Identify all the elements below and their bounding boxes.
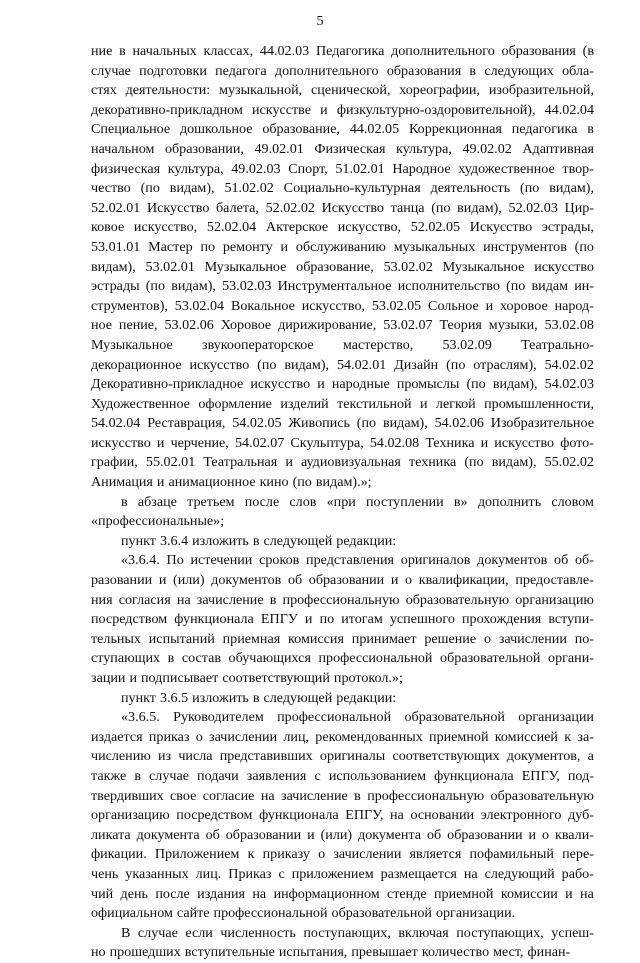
text-line: официальном сайте профессиональной образовательной организации. — [91, 905, 516, 922]
text-line: зации и подписывает соответствующий протокол.»; — [91, 670, 403, 686]
text-line: Анимация и анимационное кино (по видам).»; — [91, 474, 372, 491]
text-line: Музыкальное звукооператорское мастерство, 53.02.09 Театрально- — [91, 336, 594, 353]
text-line: но прошедших вступительные испытания, превышает количество мест, финан- — [91, 944, 571, 961]
text-line: видам), 53.02.01 Музыкальное образование, 53.02.02 Музыкальное искусство — [91, 258, 594, 275]
paragraph-punkt-365-text — [91, 708, 594, 924]
text-line: графии, 55.02.01 Театральная и аудиовизуальная техника (по видам), 55.02.02 — [91, 454, 594, 471]
text-line: пункт 3.6.4 изложить в следующей редакции: — [121, 532, 397, 549]
page-number: 5 — [316, 14, 324, 29]
text-line: Декоративно-прикладное искусство и народные промыслы (по видам), 54.02.03 — [91, 376, 594, 393]
text-line: ступающих в состав обучающихся профессиональной образовательной органи- — [91, 650, 594, 667]
text-line: искусство и черчение, 54.02.07 Скульптура, 54.02.08 Техника и искусство фото- — [91, 434, 594, 451]
paragraph-punkt-365-intro — [91, 689, 594, 709]
text-line: «профессиональные»; — [91, 513, 225, 530]
text-line: издается приказ о зачислении лиц, рекомендованных приемной комиссией к за- — [91, 728, 594, 745]
text-line: пункт 3.6.5 изложить в следующей редакции: — [121, 689, 397, 706]
text-line: фикации. Приложением к приказу о зачислении является пофамильный пере- — [91, 846, 594, 863]
text-line: «3.6.5. Руководителем профессиональной образовательной организации — [121, 709, 594, 726]
text-line: тельных испытаний приемная комиссия принимает решение о зачислении по- — [91, 630, 594, 647]
text-line: также в случае подачи заявления с использованием функционала ЕПГУ, под- — [91, 767, 594, 784]
paragraph-punkt-364-intro — [91, 532, 594, 552]
text-line: В случае если численность поступающих, включая поступающих, успеш- — [121, 924, 594, 941]
text-line: посредством функционала ЕПГУ и по итогам успешного прохождения вступи- — [91, 611, 594, 628]
text-line: числению из числа представивших оригиналы соответствующих документов, а — [91, 748, 594, 765]
paragraph-specialties-continued — [91, 42, 594, 493]
text-line: ликата документа об образовании и (или) документа об образовании и о квали- — [91, 826, 594, 843]
document-body — [91, 42, 594, 963]
text-line: чество (по видам), 51.02.02 Социально-культурная деятельность (по видам), — [91, 180, 594, 197]
text-line: ние в начальных классах, 44.02.03 Педагогика дополнительного образования (в — [91, 43, 594, 59]
text-line: организацию посредством функционала ЕПГУ, на основании электронного дуб- — [91, 807, 594, 824]
paragraph-punkt-364-text — [91, 551, 594, 688]
paragraph-final-paragraph — [91, 924, 594, 963]
text-line: струментов), 53.02.04 Вокальное искусство, 53.02.05 Сольное и хоровое народ- — [91, 297, 594, 314]
text-line: в абзаце третьем после слов «при поступлении в» дополнить словом — [121, 493, 594, 510]
text-line: 54.02.04 Реставрация, 54.02.05 Живопись (по видам), 54.02.06 Изобразительное — [91, 415, 594, 432]
text-line: Художественное оформление изделий текстильной и легкой промышленности, — [91, 395, 594, 412]
text-line: начальном образовании, 49.02.01 Физическая культура, 49.02.02 Адаптивная — [91, 140, 594, 157]
text-line: стях деятельности: музыкальной, сценической, хореографии, изобразительной, — [91, 82, 594, 99]
text-line: чень указанных лиц. Приказ с приложением размещается на следующий рабо- — [91, 865, 594, 882]
paragraph-abzac-third — [91, 493, 594, 532]
text-line: чий день после издания на информационном стенде приемной комиссии и на — [91, 885, 594, 902]
text-line: ния согласия на зачисление в профессиональную образовательную организацию — [91, 591, 594, 608]
text-line: эстрады (по видам), 53.02.03 Инструментальное исполнительство (по видам ин- — [91, 278, 594, 295]
text-line: декоративно-прикладном искусстве и физкультурно-оздоровительной), 44.02.04 — [91, 101, 594, 118]
text-line: Специальное дошкольное образование, 44.02.05 Коррекционная педагогика в — [91, 121, 594, 138]
text-line: «3.6.4. По истечении сроков представления оригиналов документов об об- — [121, 552, 594, 569]
text-line: физическая культура, 49.02.03 Спорт, 51.02.01 Народное художественное твор- — [91, 160, 594, 177]
text-line: разовании и (или) документов об образовании и о квалификации, предоставле- — [91, 572, 594, 589]
text-line: 53.01.01 Мастер по ремонту и обслуживанию музыкальных инструментов (по — [91, 238, 594, 255]
text-line: ное пение, 53.02.06 Хоровое дирижирование, 53.02.07 Теория музыки, 53.02.08 — [91, 317, 594, 334]
text-line: декорационное искусство (по видам), 54.02.01 Дизайн (по отраслям), 54.02.02 — [91, 356, 594, 373]
text-line: ковое искусство, 52.02.04 Актерское искусство, 52.02.05 Искусство эстрады, — [91, 219, 594, 236]
text-line: твердивших свое согласие на зачисление в профессиональную образовательную — [91, 787, 594, 804]
text-line: 52.02.01 Искусство балета, 52.02.02 Искусство танца (по видам), 52.02.03 Цир- — [91, 199, 594, 216]
text-line: случае подготовки педагога дополнительного образования в следующих обла- — [91, 62, 594, 79]
